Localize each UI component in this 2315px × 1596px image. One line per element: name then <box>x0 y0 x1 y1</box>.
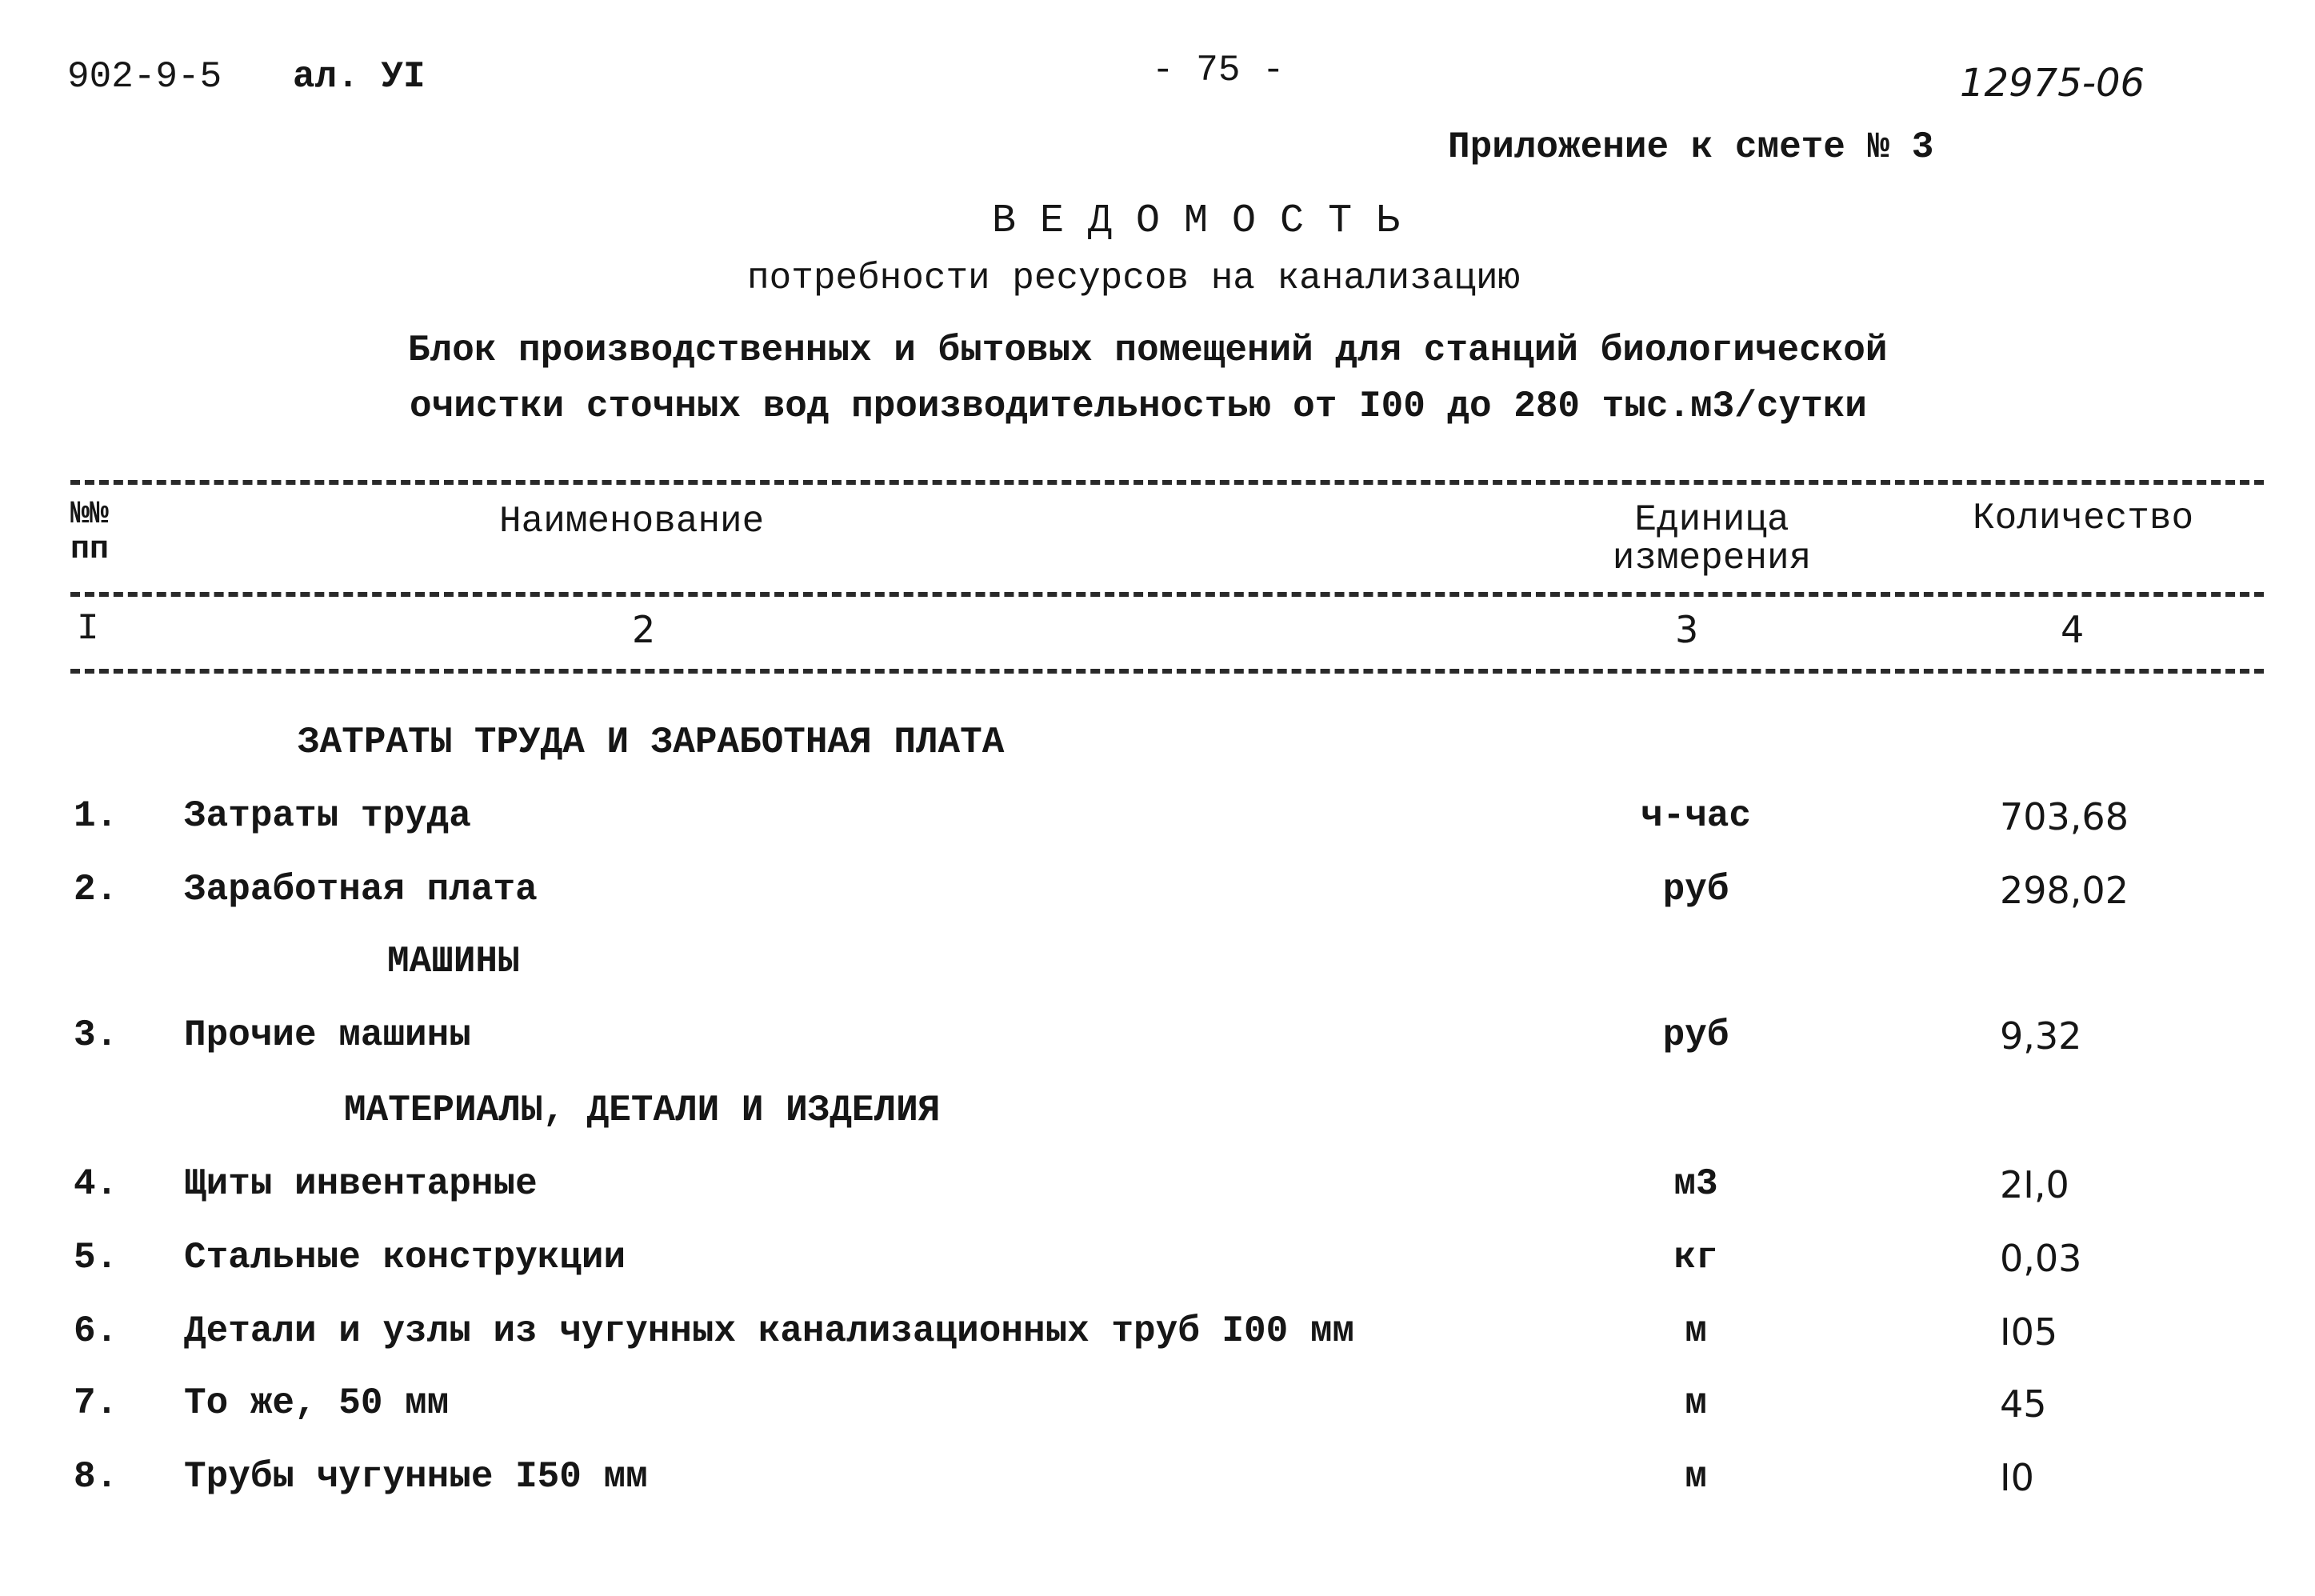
page-number: - 75 - <box>1152 50 1285 91</box>
document-subtitle: потребности ресурсов на канализацию <box>747 258 1521 299</box>
row-quantity: I05 <box>2000 1310 2058 1354</box>
col-number-3: 3 <box>1675 608 1699 651</box>
row-name: Трубы чугунные I50 мм <box>184 1456 648 1498</box>
col-unit-header-line1: Единица <box>1634 499 1789 541</box>
table-row <box>0 1014 2315 1062</box>
row-unit: м <box>1685 1456 1707 1498</box>
row-quantity: 298,02 <box>2000 869 2129 912</box>
col-num-header-line2: пп <box>70 532 110 568</box>
row-name: Детали и узлы из чугунных канализационных труб I00 мм <box>184 1310 1355 1352</box>
row-name: Стальные конструкции <box>184 1237 626 1278</box>
table-row <box>0 1310 2315 1358</box>
table-row <box>0 1456 2315 1504</box>
row-number: 2. <box>74 869 118 910</box>
section-labor-heading: ЗАТРАТЫ ТРУДА И ЗАРАБОТНАЯ ПЛАТА <box>298 722 1005 763</box>
row-unit: кг <box>1673 1237 1718 1278</box>
row-unit: м3 <box>1673 1163 1718 1205</box>
document-code: 902-9-5 <box>67 56 222 98</box>
table-row <box>0 1382 2315 1430</box>
row-number: 3. <box>74 1014 118 1056</box>
row-unit: руб <box>1662 869 1729 910</box>
col-number-4: 4 <box>2061 608 2085 651</box>
row-number: 1. <box>74 795 118 837</box>
col-number-1: I <box>77 608 99 650</box>
row-quantity: I0 <box>2000 1456 2034 1499</box>
row-number: 6. <box>74 1310 118 1352</box>
row-name: Щиты инвентарные <box>184 1163 538 1205</box>
col-name-header: Наименование <box>499 501 765 542</box>
row-unit: руб <box>1662 1014 1729 1056</box>
row-quantity: 703,68 <box>2000 795 2129 838</box>
description-line-2: очистки сточных вод производительностью от I00 до 280 тыс.м3/сутки <box>410 386 1867 427</box>
col-unit-header-line2: измерения <box>1612 538 1812 579</box>
table-columns-rule <box>70 669 2264 674</box>
table-top-rule <box>70 480 2264 485</box>
col-quantity-header: Количество <box>1973 498 2194 539</box>
row-quantity: 0,03 <box>2000 1237 2082 1280</box>
row-number: 7. <box>74 1382 118 1424</box>
row-number: 4. <box>74 1163 118 1205</box>
row-number: 8. <box>74 1456 118 1498</box>
table-row <box>0 1163 2315 1211</box>
table-row <box>0 1237 2315 1285</box>
album-number: ал. УI <box>293 56 426 98</box>
row-quantity: 2I,0 <box>2000 1163 2069 1206</box>
row-name: То же, 50 мм <box>184 1382 450 1424</box>
col-num-header-line1: №№ <box>70 497 110 533</box>
table-row <box>0 869 2315 917</box>
row-name: Прочие машины <box>184 1014 471 1056</box>
section-materials-heading: МАТЕРИАЛЫ, ДЕТАЛИ И ИЗДЕЛИЯ <box>344 1090 941 1131</box>
col-num-header <box>70 498 109 568</box>
table-row <box>0 795 2315 843</box>
row-quantity: 9,32 <box>2000 1014 2082 1058</box>
row-name: Заработная плата <box>184 869 538 910</box>
document-title: В Е Д О М О С Т Ь <box>992 198 1401 244</box>
row-number: 5. <box>74 1237 118 1278</box>
row-quantity: 45 <box>2000 1382 2047 1426</box>
row-unit: м <box>1685 1310 1707 1352</box>
description-line-1: Блок производственных и бытовых помещений для станций биологической <box>408 330 1888 371</box>
appendix-label: Приложение к смете № 3 <box>1448 126 1934 168</box>
inventory-number: 12975-06 <box>1960 61 2145 106</box>
col-unit-header <box>1584 501 1840 578</box>
row-unit: м <box>1685 1382 1707 1424</box>
row-name: Затраты труда <box>184 795 471 837</box>
table-header-rule <box>70 592 2264 597</box>
col-number-2: 2 <box>632 608 656 651</box>
section-machines-heading: МАШИНЫ <box>387 941 520 982</box>
row-unit: ч-час <box>1640 795 1752 837</box>
